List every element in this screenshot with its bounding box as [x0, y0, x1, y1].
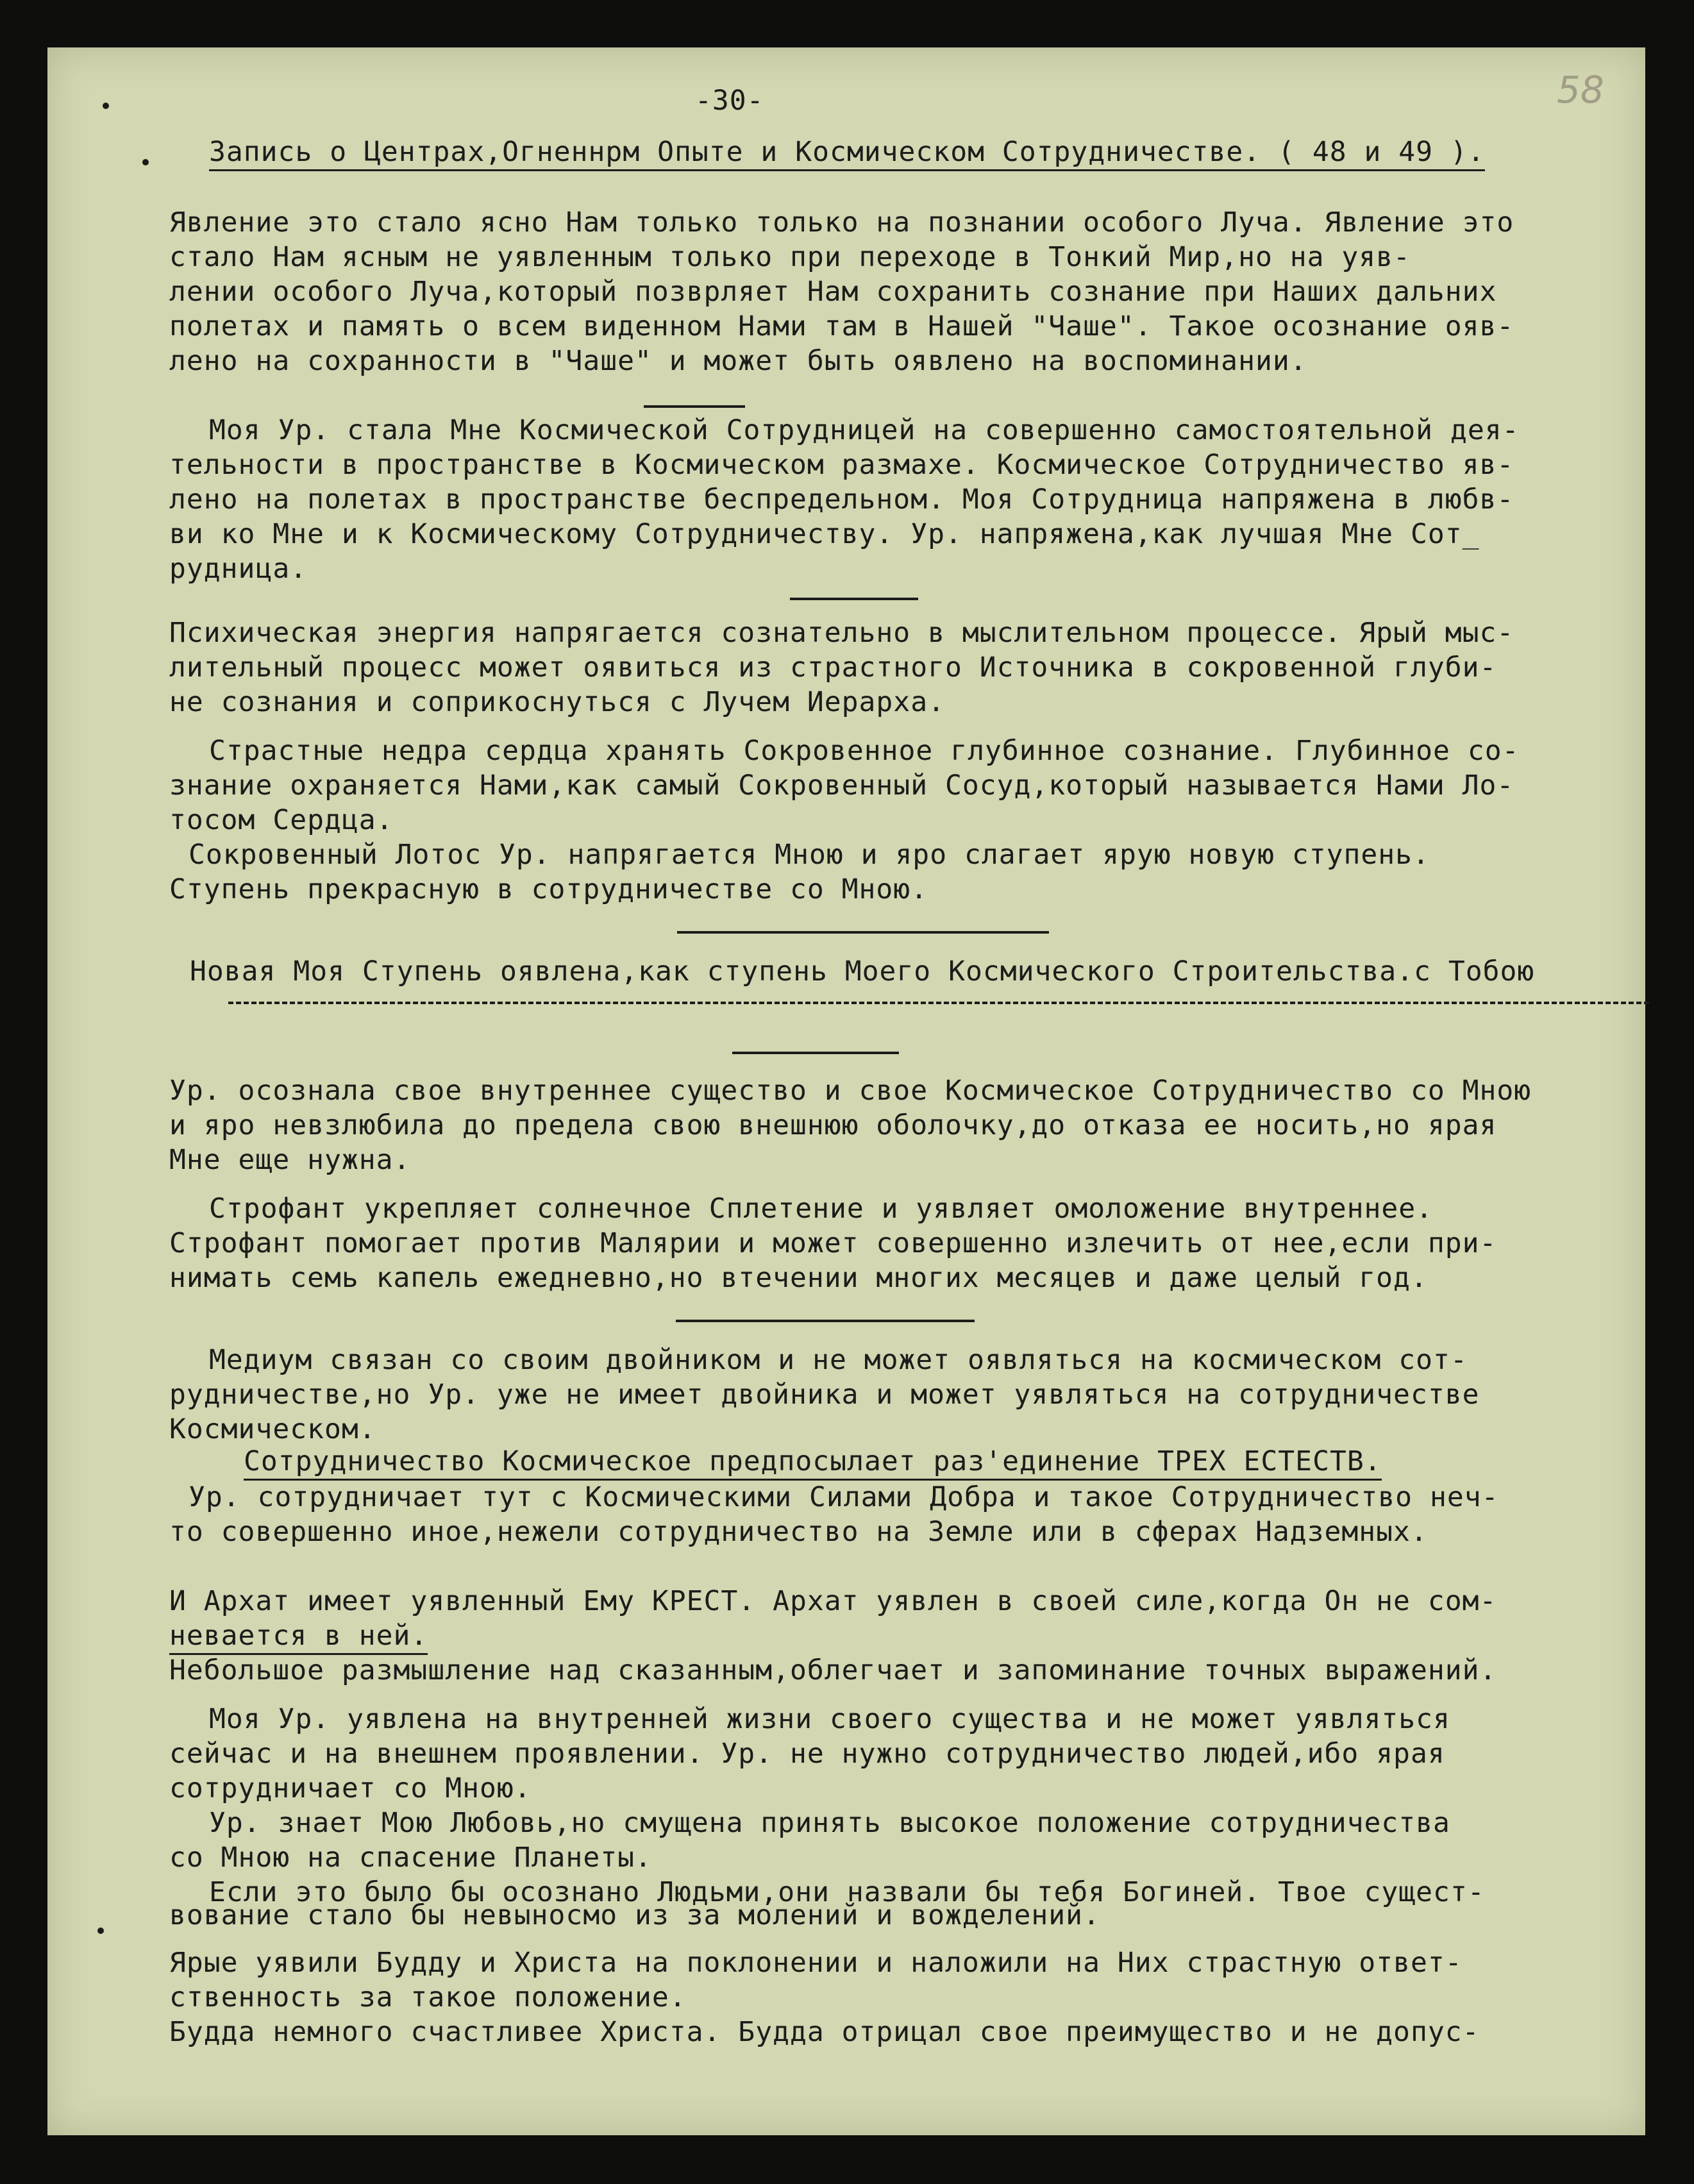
section-divider — [732, 1052, 899, 1054]
text-line: Явление это стало ясно Нам только только на познании особого Луча. Явление это — [169, 206, 1514, 239]
page-number: -30- — [695, 85, 764, 117]
underlined-heading: Сотрудничество Космическое предпосылает раз'единение ТРЕХ ЕСТЕСТВ. — [244, 1445, 1382, 1481]
text-line: И Архат имеет уявленный Ему КРЕСТ. Архат уявлен в своей силе,когда Он не сом- — [169, 1585, 1497, 1617]
text-line: рудничестве,но Ур. уже не имеет двойника и может уявляться на сотрудничестве — [169, 1379, 1480, 1411]
text-line: вование стало бы невыносмо из за молений и вожделений. — [169, 1899, 1100, 1931]
text-line: Страстные недра сердца хранять Сокровенное глубинное сознание. Глубинное со- — [209, 735, 1520, 767]
text-line: Строфант укрепляет солнечное Сплетение и уявляет омоложение внутреннее. — [209, 1193, 1434, 1225]
section-divider — [677, 931, 1049, 934]
text-line: Ур. сотрудничает тут с Космическими Силами Добра и такое Сотрудничество неч- — [189, 1481, 1499, 1513]
text-line: Ярые уявили Будду и Христа на поклонении и наложили на Них страстную ответ- — [169, 1947, 1463, 1979]
section-divider-dashed — [228, 1002, 1649, 1004]
text-line: Медиум связан со своим двойником и не может оявляться на космическом сот- — [209, 1344, 1468, 1376]
text-line: сотрудничает со Мною. — [169, 1772, 532, 1804]
text-line: тельности в пространстве в Космическом размахе. Космическое Сотрудничество яв- — [169, 449, 1514, 481]
text-line: полетах и память о всем виденном Нами там в Нашей "Чаше". Такое осознание ояв- — [169, 310, 1514, 342]
text-line: не сознания и соприкоснуться с Лучем Иерарха. — [169, 686, 945, 718]
text-line: сейчас и на внешнем проявлении. Ур. не нужно сотрудничество людей,ибо ярая — [169, 1738, 1445, 1770]
text-line: лении особого Луча,который позврляет Нам сохранить сознание при Наших дальних — [169, 276, 1497, 308]
text-line: Строфант помогает против Малярии и может совершенно излечить от нее,если при- — [169, 1227, 1497, 1259]
text-line: ви ко Мне и к Космическому Сотрудничеству. Ур. напряжена,как лучшая Мне Сот_ — [169, 518, 1480, 550]
margin-mark — [97, 1928, 104, 1934]
text-line: стало Нам ясным не уявленным только при переходе в Тонкий Мир,но на уяв- — [169, 241, 1411, 273]
text-line: Ур. знает Мою Любовь,но смущена принять высокое положение сотрудничества — [209, 1807, 1450, 1839]
margin-mark — [103, 103, 109, 109]
section-divider — [644, 405, 745, 408]
text-line: со Мною на спасение Планеты. — [169, 1842, 652, 1874]
text-line: Психическая энергия напрягается сознательно в мыслительном процессе. Ярый мыс- — [169, 617, 1514, 649]
text-line: Мне еще нужна. — [169, 1144, 411, 1176]
text-line: и яро невзлюбила до предела свою внешнюю оболочку,до отказа ее носить,но ярая — [169, 1109, 1497, 1141]
text-line: лительный процесс может оявиться из страстного Источника в сокровенной глуби- — [169, 651, 1497, 684]
text-line: Новая Моя Ступень оявлена,как ступень Моего Космического Строительства.с Тобою — [190, 955, 1535, 987]
text-line: нимать семь капель ежедневно,но втечении многих месяцев и даже целый год. — [169, 1262, 1428, 1294]
underlined-phrase: невается в ней. — [169, 1620, 428, 1655]
text-line: Ур. осознала свое внутреннее существо и свое Космическое Сотрудничество со Мною — [169, 1075, 1532, 1107]
text-line: знание охраняется Нами,как самый Сокровенный Сосуд,который называется Нами Ло- — [169, 769, 1514, 802]
text-line: лено на сохранности в "Чаше" и может быть оявлено на воспоминании. — [169, 345, 1307, 377]
text-line: то совершенно иное,нежели сотрудничество на Земле или в сферах Надземных. — [169, 1516, 1428, 1548]
text-line: рудница. — [169, 553, 308, 585]
text-line: Будда немного счастливее Христа. Будда отрицал свое преимущество и не допус- — [169, 2016, 1480, 2048]
archive-page-number: 58 — [1557, 68, 1604, 112]
section-divider — [790, 598, 918, 600]
text-line: Моя Ур. уявлена на внутренней жизни своего существа и не может уявляться — [209, 1703, 1450, 1735]
document-title-text: Запись о Центрах,Огненнрм Опыте и Космическом Сотрудничестве. ( 48 и 49 ). — [209, 136, 1485, 171]
text-line: Сокровенный Лотос Ур. напрягается Мною и яро слагает ярую новую ступень. — [189, 839, 1430, 871]
section-divider — [676, 1320, 975, 1322]
text-line: лено на полетах в пространстве беспредельном. Моя Сотрудница напряжена в любв- — [169, 483, 1514, 516]
text-line: Если это было бы осознано Людьми,они назвали бы тебя Богиней. Твое сущест- — [209, 1876, 1485, 1908]
text-line: тосом Сердца. — [169, 804, 394, 836]
text-line: Моя Ур. стала Мне Космической Сотрудницей на совершенно самостоятельной дея- — [209, 414, 1520, 446]
text-line — [244, 1445, 1382, 1477]
text-line: Ступень прекрасную в сотрудничестве со Мною. — [169, 873, 928, 905]
text-line — [169, 1620, 428, 1652]
text-line: Космическом. — [169, 1413, 376, 1445]
text-line: Небольшое размышление над сказанным,облегчает и запоминание точных выражений. — [169, 1654, 1497, 1686]
text-line: ственность за такое положение. — [169, 1981, 687, 2013]
margin-mark — [142, 159, 149, 165]
document-title — [209, 136, 1485, 168]
